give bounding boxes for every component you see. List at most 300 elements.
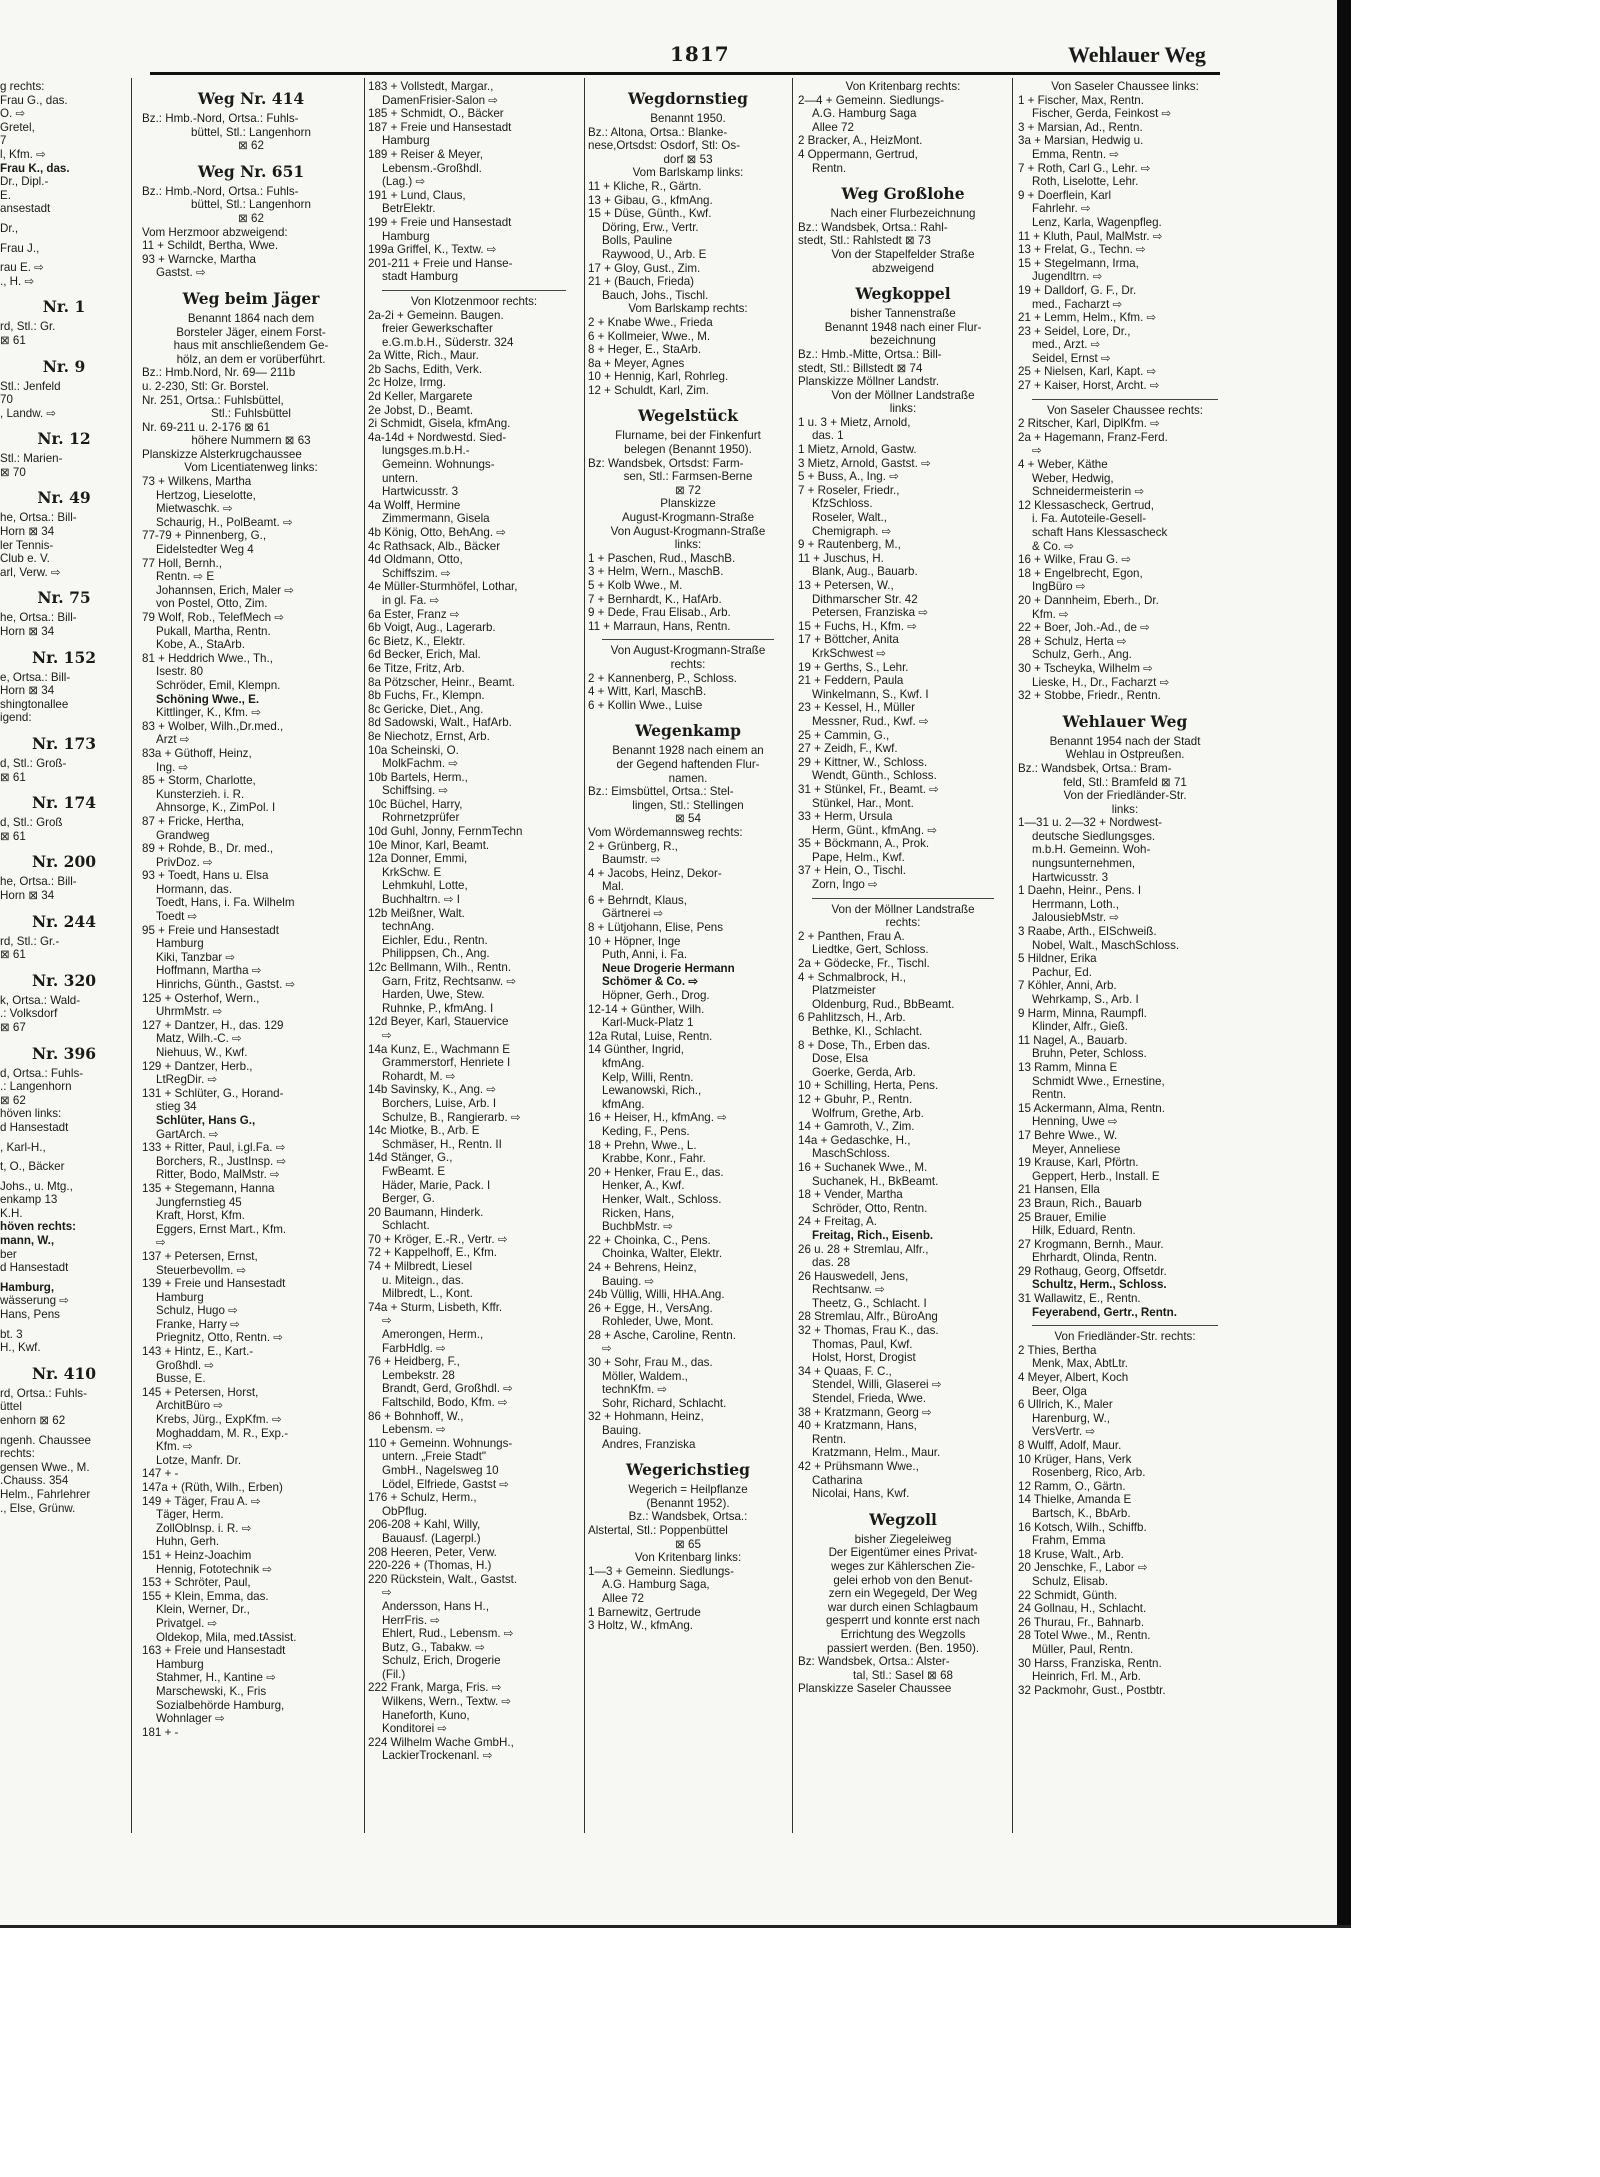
entry-line: 4d Oldmann, Otto,: [368, 553, 463, 567]
entry-line: 13 + Frelat, G., Techn. ⇨: [1018, 243, 1146, 257]
entry-line: , Karl-H.,: [0, 1140, 46, 1154]
entry-line: Gastst. ⇨: [156, 266, 206, 280]
entry-line: IngBüro ⇨: [1032, 580, 1086, 594]
entry-line: höven links:: [0, 1107, 62, 1121]
entry-line: 1—3 + Gemeinn. Siedlungs-: [588, 1564, 734, 1578]
entry-line: Theetz, G., Schlacht. I: [812, 1296, 927, 1310]
street-heading: Weg Großlohe: [841, 184, 965, 204]
entry-line: Hilk, Eduard, Rentn.: [1032, 1224, 1136, 1238]
entry-line: 10 + Schilling, Herta, Pens.: [798, 1079, 939, 1093]
entry-line: 21 + Lemm, Helm., Kfm. ⇨: [1018, 311, 1157, 325]
entry-line: Rentn.: [812, 1432, 847, 1446]
entry-line: Lenz, Karla, Wagenpfleg.: [1032, 215, 1162, 229]
entry-line: Pukall, Martha, Rentn.: [156, 624, 271, 638]
entry-line: Bz: Wandsbek, Ortsdst: Farm-: [588, 456, 744, 470]
entry-line: 4b König, Otto, BehAng. ⇨: [368, 526, 506, 539]
entry-line: 26 Thurau, Fr., Bahnarb.: [1018, 1615, 1145, 1629]
entry-line: Karl-Muck-Platz 1: [602, 1016, 694, 1030]
centered-note: ⊠ 65: [675, 1537, 701, 1551]
entry-line: LackierTrockenanl. ⇨: [382, 1749, 493, 1763]
entry-line: Holst, Horst, Drogist: [812, 1351, 916, 1365]
entry-line: 2 Ritscher, Karl, DiplKfm. ⇨: [1018, 417, 1160, 431]
entry-line: 6 + Behrndt, Klaus,: [588, 893, 687, 907]
entry-line: & Co. ⇨: [1032, 539, 1074, 553]
entry-line: 28 Stremlau, Alfr., BüroAng: [798, 1310, 938, 1324]
entry-line: Emma, Rentn. ⇨: [1032, 147, 1120, 161]
entry-line: ⊠ 61: [0, 948, 26, 962]
centered-note: ⊠ 54: [675, 812, 701, 826]
entry-line: Meyer, Anneliese: [1032, 1142, 1121, 1156]
column-divider: [1012, 78, 1013, 1833]
entry-line: Häder, Marie, Pack. I: [382, 1178, 491, 1192]
entry-line: 15 + Fuchs, H., Kfm. ⇨: [798, 619, 917, 633]
centered-note: Von Kritenbarg links:: [634, 1551, 742, 1565]
entry-line: 110 + Gemeinn. Wohnungs-: [368, 1436, 513, 1450]
entry-line: 16 + Wilke, Frau G. ⇨: [1018, 553, 1132, 567]
entry-line: 7 + Roth, Carl G., Lehr. ⇨: [1018, 161, 1151, 175]
entry-line: Winkelmann, S., Kwf. I: [812, 687, 929, 701]
entry-line: Konditorei ⇨: [382, 1722, 448, 1736]
entry-line: Buchhaltrn. ⇨ I: [382, 893, 461, 907]
entry-line: ansestadt: [0, 202, 51, 216]
entry-line: VersVertr. ⇨: [1032, 1425, 1096, 1439]
column-3: [588, 80, 788, 1633]
entry-line: Weber, Hedwig,: [1032, 471, 1114, 485]
entry-line: Ruhnke, P., kfmAng. I: [382, 1001, 494, 1015]
entry-line: 11 + Kliche, R., Gärtn.: [588, 179, 702, 193]
entry-line: Frau J.,: [0, 241, 40, 255]
page-header: [0, 38, 1220, 72]
entry-line: 1 Barnewitz, Gertrude: [588, 1605, 701, 1619]
entry-line: 33 + Herm, Ursula: [798, 810, 893, 824]
entry-line: Grandweg: [156, 828, 210, 842]
entry-line: 135 + Stegemann, Hanna: [142, 1181, 275, 1195]
entry-line: Catharina: [812, 1473, 863, 1487]
scan-edge-bar: [1337, 0, 1351, 1925]
centered-note: sen, Stl.: Farmsen-Berne: [623, 470, 753, 484]
entry-line: med., Facharzt ⇨: [1032, 297, 1123, 311]
entry-line: 176 + Schulz, Herm.,: [368, 1491, 477, 1505]
entry-line: 30 + Sohr, Frau M., das.: [588, 1356, 713, 1370]
entry-line: 6c Bietz, K., Elektr.: [368, 634, 466, 648]
entry-line: 8 + Heger, E., StaArb.: [588, 343, 702, 357]
centered-note: Von Kritenbarg rechts:: [845, 80, 961, 93]
entry-line: KrkSchw. E: [382, 865, 442, 879]
entry-line: untern. „Freie Stadt": [382, 1450, 486, 1464]
entry-line: 4 Meyer, Albert, Koch: [1018, 1371, 1129, 1385]
entry-line: Berger, G.: [382, 1192, 435, 1206]
entry-line: PrivDoz. ⇨: [156, 855, 213, 869]
entry-line: Höpner, Gerh., Drog.: [602, 989, 710, 1003]
entry-line: 1 Mietz, Arnold, Gastw.: [798, 443, 917, 457]
entry-line: 2 + Kannenberg, P., Schloss.: [588, 671, 737, 685]
entry-line: 1 + Fischer, Max, Rentn.: [1018, 93, 1144, 107]
column-divider: [792, 78, 793, 1833]
centered-note: August-Krogmann-Straße: [621, 511, 755, 525]
entry-line: Rosenberg, Rico, Arb.: [1032, 1466, 1146, 1480]
entry-line: Brandt, Gerd, Großhdl. ⇨: [382, 1382, 513, 1396]
column-fragment-left: [0, 80, 128, 1515]
entry-line: Garn, Fritz, Rechtsanw. ⇨: [382, 974, 517, 988]
entry-line: 8 + Dose, Th., Erben das.: [798, 1038, 931, 1052]
entry-line: Helm., Fahrlehrer: [0, 1487, 91, 1501]
entry-line: untern.: [382, 471, 419, 485]
entry-line: Lembekstr. 28: [382, 1368, 455, 1382]
entry-line: 8a + Meyer, Agnes: [588, 356, 685, 370]
entry-line: 11 + Schildt, Bertha, Wwe.: [142, 239, 279, 253]
centered-note: Von der Friedländer-Str.: [1063, 789, 1187, 803]
entry-line: Oldekop, Mila, med.tAssist.: [156, 1630, 297, 1644]
entry-line: Schiffszim. ⇨: [382, 566, 451, 580]
entry-line: 74 + Milbredt, Liesel: [368, 1260, 473, 1274]
entry-line: 7: [0, 134, 7, 148]
entry-line: Kelp, Willi, Rentn.: [602, 1070, 694, 1084]
column-1: [142, 80, 360, 1739]
entry-line: 5 Hildner, Erika: [1018, 952, 1097, 966]
entry-line: Müller, Paul, Rentn.: [1032, 1642, 1134, 1656]
entry-line: stadt Hamburg: [382, 270, 459, 284]
entry-line: KrkSchwest ⇨: [812, 646, 887, 660]
column-5: [1018, 80, 1232, 1697]
entry-line: Bz: Wandsbek, Ortsa.: Alster-: [798, 1655, 950, 1669]
centered-note: Benannt 1864 nach dem: [187, 311, 315, 325]
centered-note: ⊠ 72: [675, 483, 701, 497]
entry-line: 23 Braun, Rich., Bauarb: [1018, 1196, 1142, 1210]
entry-line: 1 + Paschen, Rud., MaschB.: [588, 551, 736, 565]
entry-line: 2a + Hagemann, Franz-Ferd.: [1018, 430, 1168, 444]
entry-line: Horn ⊠ 34: [0, 888, 55, 902]
entry-line: Kraft, Horst, Kfm.: [156, 1209, 245, 1223]
centered-note: Bz.: Wandsbek, Ortsa.:: [628, 1510, 748, 1524]
entry-line: Platzmeister: [812, 984, 876, 998]
entry-line: 17 + Böttcher, Anita: [798, 633, 899, 647]
entry-line: Nr. 251, Ortsa.: Fuhlsbüttel,: [142, 393, 284, 407]
entry-line: l, Kfm. ⇨: [0, 147, 46, 161]
entry-line: 31 Wallawitz, E., Rentn.: [1018, 1292, 1141, 1306]
entry-line: ber: [0, 1247, 17, 1261]
entry-line: d, Ortsa.: Fuhls-: [0, 1066, 84, 1080]
entry-line: Heinrich, Frl. M., Arb.: [1032, 1670, 1141, 1684]
entry-line: Ing. ⇨: [156, 760, 189, 774]
centered-note: Vom Licentiatenweg links:: [184, 461, 318, 475]
entry-line: Krebs, Jürg., ExpKfm. ⇨: [156, 1413, 282, 1427]
centered-note: Von Klotzenmoor rechts:: [410, 294, 538, 308]
entry-line: Schneidermeisterin ⇨: [1032, 485, 1145, 499]
entry-line: (Fil.): [382, 1667, 406, 1681]
entry-line: Pachur, Ed.: [1032, 965, 1092, 979]
entry-line: 2 + Knabe Wwe., Frieda: [588, 315, 713, 329]
centered-note: Von Saseler Chaussee links:: [1051, 80, 1199, 93]
entry-line: Baumstr. ⇨: [602, 853, 661, 867]
entry-line: he, Ortsa.: Bill-: [0, 875, 77, 889]
entry-line: 139 + Freie und Hansestadt: [142, 1277, 286, 1291]
entry-line: Bauing. ⇨: [602, 1274, 655, 1288]
entry-line: freier Gewerkschafter: [382, 322, 493, 336]
entry-line: Schöning Wwe., E.: [156, 692, 260, 706]
entry-line: 3a + Marsian, Hedwig u.: [1018, 134, 1144, 148]
entry-line: 16 + Suchanek Wwe., M.: [798, 1160, 928, 1174]
entry-line: Vom Herzmoor abzweigend:: [142, 225, 288, 239]
entry-line: Rohrnetzprüfer: [382, 811, 460, 825]
entry-line: Bz.: Hmb.Nord, Nr. 69— 211b: [142, 366, 296, 380]
centered-note: passiert werden. (Ben. 1950).: [826, 1641, 980, 1655]
entry-line: LtRegDir. ⇨: [156, 1073, 218, 1087]
entry-line: m.b.H. Gemeinn. Woh-: [1032, 843, 1151, 857]
entry-line: Hartwicusstr. 3: [1032, 870, 1109, 884]
centered-note: Benannt 1928 nach einem an: [612, 744, 764, 758]
entry-line: 26 Hauswedell, Jens,: [798, 1269, 909, 1283]
entry-line: Bz.: Wandsbek, Ortsa.: Rahl-: [798, 220, 948, 234]
entry-line: 8 Wulff, Adolf, Maur.: [1018, 1439, 1122, 1452]
entry-line: e, Ortsa.: Bill-: [0, 670, 71, 684]
centered-note: ⊠ 62: [238, 139, 264, 153]
entry-line: Pape, Helm., Kwf.: [812, 850, 905, 864]
street-heading: Nr. 9: [42, 356, 86, 376]
entry-line: Ricken, Hans,: [602, 1206, 675, 1220]
entry-line: Gretel,: [0, 120, 35, 134]
entry-line: Franke, Harry ⇨: [156, 1317, 240, 1331]
entry-line: 2a + Gödecke, Fr., Tischl.: [798, 957, 930, 971]
entry-line: von Postel, Otto, Zim.: [156, 597, 268, 611]
entry-line: Busse, E.: [156, 1372, 206, 1386]
entry-line: Rentn. ⇨ E: [156, 570, 215, 584]
entry-line: d, Stl.: Groß: [0, 816, 63, 830]
entry-line: 4 Oppermann, Gertrud,: [798, 147, 918, 161]
scan-bottom-edge: [0, 1925, 1351, 1928]
entry-line: 34 + Quaas, F. C.,: [798, 1364, 892, 1378]
street-heading: Nr. 244: [31, 911, 97, 931]
entry-line: Lotze, Manfr. Dr.: [156, 1453, 242, 1467]
entry-line: med., Arzt. ⇨: [1032, 338, 1101, 352]
entry-line: u. 2-230, Stl: Gr. Borstel.: [142, 379, 269, 393]
entry-line: 224 Wilhelm Wache GmbH.,: [368, 1735, 514, 1749]
entry-line: das. 1: [812, 429, 844, 443]
column-divider: [364, 78, 365, 1833]
entry-line: d Hansestadt: [0, 1120, 69, 1134]
entry-line: Lebensm.-Großhdl.: [382, 161, 482, 175]
centered-note: hölz, an dem er vorüberführt.: [176, 352, 326, 366]
entry-line: 14a Kunz, E., Wachmann E: [368, 1042, 510, 1056]
entry-line: Schömer & Co. ⇨: [602, 975, 699, 989]
entry-line: deutsche Siedlungsges.: [1032, 829, 1156, 843]
column-2: [368, 80, 580, 1763]
entry-line: Rentn.: [812, 161, 847, 175]
entry-line: 23 + Kessel, H., Müller: [798, 701, 915, 715]
entry-line: E.: [0, 188, 11, 202]
entry-line: 199 + Freie und Hansestadt: [368, 215, 512, 229]
entry-line: nungsunternehmen,: [1032, 857, 1136, 871]
entry-line: 5 + Kolb Wwe., M.: [588, 579, 683, 592]
centered-note: links:: [674, 538, 702, 552]
entry-line: Faltschild, Bodo, Kfm. ⇨: [382, 1396, 508, 1409]
entry-line: g rechts:: [0, 80, 45, 93]
street-heading: Nr. 1: [42, 297, 86, 317]
entry-line: lungsges.m.b.H.-: [382, 444, 470, 458]
centered-note: bisher Tannenstraße: [850, 307, 956, 321]
centered-note: gesperrt und konnte erst nach: [825, 1614, 981, 1628]
entry-line: 185 + Schmidt, O., Bäcker: [368, 107, 504, 121]
entry-line: Bz.: Hmb.-Mitte, Ortsa.: Bill-: [798, 347, 942, 361]
entry-line: Rechtsanw. ⇨: [812, 1283, 885, 1297]
entry-line: 1 Daehn, Heinr., Pens. I: [1018, 884, 1142, 898]
entry-line: ., Else, Grünw.: [0, 1501, 76, 1515]
entry-line: 10d Guhl, Jonny, FernmTechn: [368, 825, 523, 839]
entry-line: stieg 34: [156, 1100, 197, 1114]
entry-line: 21 + (Bauch, Frieda): [588, 275, 695, 289]
entry-line: Schultz, Herm., Schloss.: [1032, 1278, 1167, 1292]
entry-line: Toedt ⇨: [156, 910, 198, 924]
entry-line: Hartwicusstr. 3: [382, 485, 459, 499]
entry-line: Puth, Anni, i. Fa.: [602, 948, 688, 962]
entry-line: 16 Kotsch, Wilh., Schiffb.: [1018, 1520, 1147, 1534]
entry-line: .: Volksdorf: [0, 1007, 58, 1021]
entry-line: Stl.: Marien-: [0, 452, 63, 466]
entry-line: Wehrkamp, S., Arb. I: [1032, 993, 1139, 1006]
entry-line: 4 + Jacobs, Heinz, Dekor-: [588, 866, 722, 880]
entry-line: BetrElektr.: [382, 202, 436, 216]
entry-line: ⊠ 70: [0, 465, 26, 479]
entry-line: Philippsen, Ch., Ang.: [382, 947, 490, 961]
entry-line: rechts:: [0, 1447, 35, 1461]
entry-line: 12d Beyer, Karl, Stauervice: [368, 1015, 509, 1029]
entry-line: 24 + Behrens, Heinz,: [588, 1260, 697, 1274]
entry-line: Chemigraph. ⇨: [812, 524, 892, 538]
centered-note: zern ein Wegegeld, Der Weg: [828, 1587, 978, 1601]
entry-line: Freitag, Rich., Eisenb.: [812, 1228, 934, 1242]
entry-line: 12 + Gbuhr, P., Rentn.: [798, 1092, 913, 1106]
entry-line: 2—4 + Gemeinn. Siedlungs-: [798, 93, 944, 107]
entry-line: Jungfernstieg 45: [156, 1195, 242, 1209]
entry-line: Klein, Werner, Dr.,: [156, 1603, 250, 1617]
entry-line: 15 + Düse, Günth., Kwf.: [588, 207, 712, 221]
centered-note: lingen, Stl.: Stellingen: [632, 798, 744, 812]
centered-note: feld, Stl.: Bramfeld ⊠ 71: [1063, 775, 1187, 789]
entry-line: 8d Sadowski, Walt., HafArb.: [368, 716, 512, 730]
entry-line: Raywood, U., Arb. E: [602, 247, 707, 261]
centered-note: Errichtung des Wegzolls: [840, 1627, 966, 1641]
entry-line: 133 + Ritter, Paul, i.gl.Fa. ⇨: [142, 1141, 286, 1155]
section-separator: [812, 898, 994, 899]
entry-line: he, Ortsa.: Bill-: [0, 511, 77, 525]
entry-line: 13 Ramm, Minna E: [1018, 1060, 1118, 1074]
centered-note: Vom Barlskamp links:: [632, 166, 744, 180]
column-divider: [131, 78, 132, 1833]
entry-line: 21 Hansen, Ella: [1018, 1183, 1100, 1197]
entry-line: e.G.m.b.H., Süderstr. 324: [382, 335, 514, 349]
street-heading: Weg Nr. 651: [197, 161, 305, 181]
entry-line: 143 + Hintz, E., Kart.-: [142, 1345, 254, 1359]
entry-line: Bolls, Pauline: [602, 234, 673, 248]
entry-line: Beer, Olga: [1032, 1384, 1087, 1398]
entry-line: 20 Baumann, Hinderk.: [368, 1205, 484, 1219]
entry-line: 87 + Fricke, Hertha,: [142, 814, 245, 828]
entry-line: 30 Harss, Franziska, Rentn.: [1018, 1656, 1162, 1670]
entry-line: Planskizze Saseler Chaussee: [798, 1682, 952, 1696]
entry-line: Suchanek, H., BkBeamt.: [812, 1174, 939, 1188]
street-heading: Nr. 12: [37, 429, 91, 449]
entry-line: Andres, Franziska: [602, 1437, 696, 1451]
entry-line: Nobel, Walt., MaschSchloss.: [1032, 938, 1180, 952]
entry-line: A.G. Hamburg Saga,: [602, 1578, 710, 1592]
entry-line: Borchers, R., JustInsp. ⇨: [156, 1154, 287, 1168]
entry-line: Marschewski, K., Fris: [156, 1684, 267, 1698]
entry-line: Stünkel, Har., Mont.: [812, 796, 914, 810]
entry-line: 3 + Helm, Wern., MaschB.: [588, 565, 724, 579]
entry-line: stedt, Stl.: Rahlstedt ⊠ 73: [798, 234, 931, 248]
entry-line: Hamburg: [156, 1290, 204, 1304]
entry-line: höven rechts:: [0, 1220, 77, 1234]
street-heading: Wegkoppel: [855, 284, 951, 304]
entry-line: Bauch, Johs., Tischl.: [602, 288, 709, 302]
centered-note: Von Friedländer-Str. rechts:: [1054, 1330, 1196, 1344]
entry-line: 2 Bracker, A., HeizMont.: [798, 134, 923, 148]
entry-line: 29 Rothaug, Georg, Offsetdr.: [1018, 1264, 1167, 1278]
entry-line: Herrmann, Loth.,: [1032, 897, 1119, 911]
entry-line: Allee 72: [602, 1591, 644, 1605]
entry-line: 220 Rückstein, Walt., Gastst.: [368, 1572, 518, 1586]
entry-line: Seidel, Ernst ⇨: [1032, 351, 1111, 365]
entry-line: rd, Ortsa.: Fuhls-: [0, 1386, 87, 1400]
entry-line: 19 + Gerths, S., Lehr.: [798, 660, 909, 674]
entry-line: ngenh. Chaussee: [0, 1433, 91, 1447]
entry-line: 27 + Kaiser, Horst, Archt. ⇨: [1018, 379, 1160, 393]
centered-note: weges zur Kählerschen Zie-: [831, 1559, 975, 1573]
entry-line: Nr. 69-211 u. 2-176 ⊠ 61: [142, 420, 271, 434]
entry-line: ⇨: [382, 1028, 392, 1042]
entry-line: Hamburg: [156, 937, 204, 951]
entry-line: Horn ⊠ 34: [0, 525, 55, 539]
entry-line: 8a Pötzscher, Heinr., Beamt.: [368, 675, 515, 689]
centered-note: der Gegend haftenden Flur-: [616, 757, 760, 771]
entry-line: 30 + Tscheyka, Wilhelm ⇨: [1018, 661, 1153, 675]
entry-line: UhrmMstr. ⇨: [156, 1005, 223, 1019]
entry-line: 2a Witte, Rich., Maur.: [368, 349, 479, 363]
street-heading: Nr. 396: [31, 1043, 97, 1063]
centered-note: dorf ⊠ 53: [663, 152, 713, 166]
street-heading: Weg beim Jäger: [182, 288, 320, 308]
entry-line: 14b Savinsky, K., Ang. ⇨: [368, 1083, 497, 1097]
section-separator: [602, 639, 774, 640]
entry-line: 14a + Gedaschke, H.,: [798, 1133, 911, 1147]
entry-line: Allee 72: [812, 120, 854, 134]
entry-line: Arzt ⇨: [156, 733, 190, 747]
entry-line: Herm, Günt., kfmAng. ⇨: [812, 823, 938, 837]
centered-note: Von Saseler Chaussee rechts:: [1047, 403, 1203, 417]
entry-line: 151 + Heinz-Joachim: [142, 1548, 252, 1562]
entry-line: Butz, G., Tabakw. ⇨: [382, 1640, 485, 1654]
entry-line: Eggers, Ernst Mart., Kfm.: [156, 1222, 287, 1236]
entry-line: Haneforth, Kuno,: [382, 1708, 470, 1722]
entry-line: 4a Wolff, Hermine: [368, 498, 461, 512]
entry-line: 18 Kruse, Walt., Arb.: [1018, 1547, 1124, 1561]
entry-line: Messner, Rud., Kwf. ⇨: [812, 714, 929, 728]
entry-line: 81 + Heddrich Wwe., Th.,: [142, 651, 273, 665]
entry-line: 37 + Hein, O., Tischl.: [798, 864, 906, 878]
entry-line: Club e. V.: [0, 552, 50, 566]
entry-line: 26 u. 28 + Stremlau, Alfr.,: [798, 1242, 929, 1256]
entry-line: 10b Bartels, Herm.,: [368, 770, 468, 784]
centered-note: Der Eigentümer eines Privat-: [828, 1546, 978, 1560]
centered-note: Wehlau in Ostpreußen.: [1065, 748, 1185, 762]
centered-note: höhere Nummern ⊠ 63: [191, 434, 311, 448]
entry-line: 3 + Marsian, Ad., Rentn.: [1018, 120, 1143, 134]
entry-line: 27 Krogmann, Bernh., Maur.: [1018, 1237, 1164, 1251]
entry-line: Planskizze Alsterkrugchaussee: [142, 447, 302, 461]
entry-line: 181 + -: [142, 1725, 179, 1739]
entry-line: 191 + Lund, Claus,: [368, 188, 466, 202]
entry-line: Dr.,: [0, 221, 19, 235]
entry-line: Huhn, Gerh.: [156, 1535, 220, 1549]
